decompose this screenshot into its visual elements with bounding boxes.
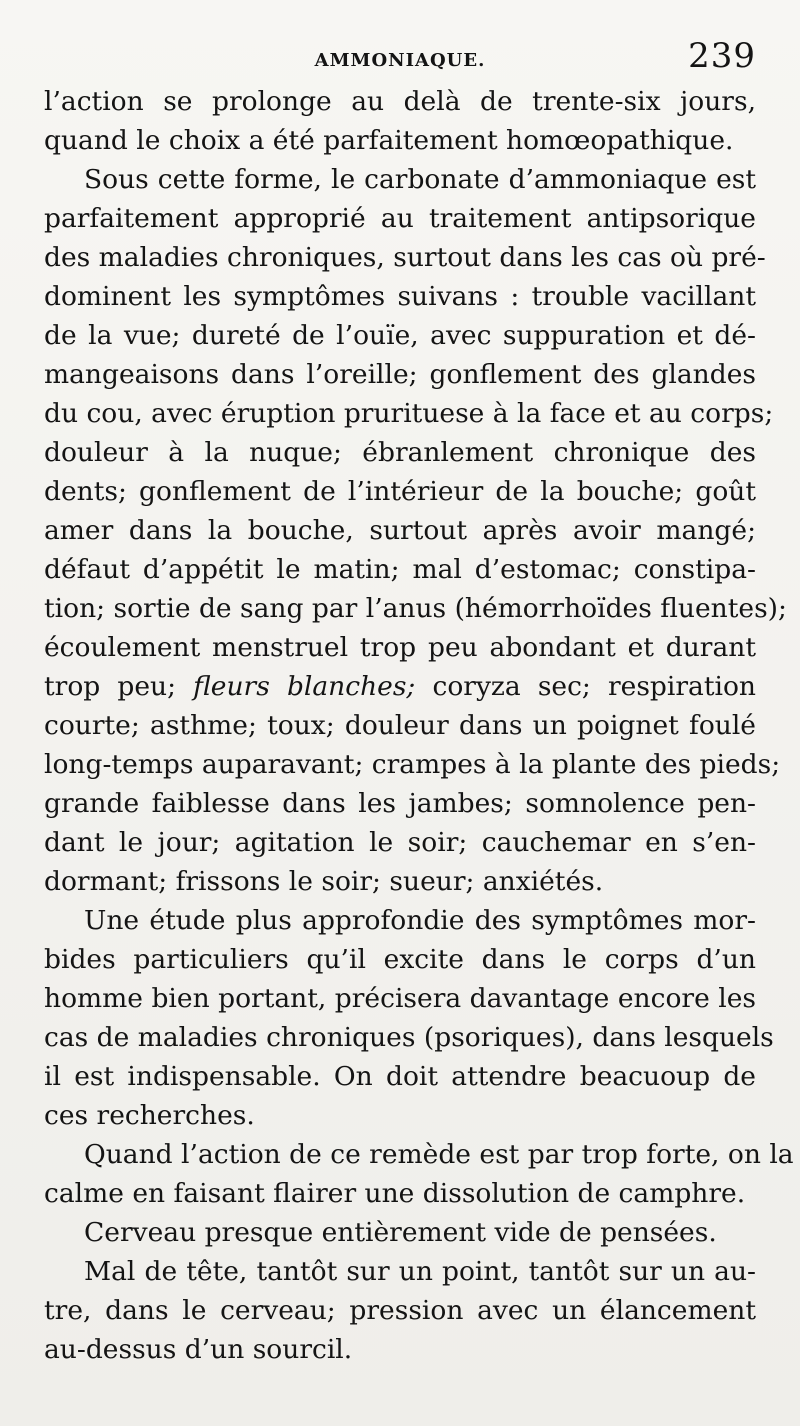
- running-head: [44, 0, 756, 82]
- text-line: Une étude plus approfondie des symptômes mor-: [84, 905, 756, 936]
- text-line: au-dessus d’un sourcil.: [44, 1334, 353, 1365]
- paragraph-study: [44, 901, 774, 1135]
- text-line: grande faiblesse dans les jambes; somnolence pen-: [44, 788, 756, 819]
- text-line: douleur à la nuque; ébranlement chronique des: [44, 437, 756, 468]
- text-line: tion; sortie de sang par l’anus (hémorrhoïdes fluentes);: [44, 593, 787, 624]
- text-line-mixed: [44, 667, 756, 706]
- text-line: amer dans la bouche, surtout après avoir mangé;: [44, 515, 756, 546]
- text-line: écoulement menstruel trop peu abondant et durant: [44, 632, 756, 663]
- text-line: ces recherches.: [44, 1100, 255, 1131]
- paragraph-symptoms: [44, 160, 787, 901]
- paragraph-continuation: [44, 82, 756, 160]
- text-line: il est indispensable. On doit attendre beacuoup de: [44, 1061, 756, 1092]
- text-line: long-temps auparavant; crampes à la plante des pieds;: [44, 749, 781, 780]
- page-number: 239: [688, 36, 756, 76]
- text-line: l’action se prolonge au delà de trente-six jours,: [44, 86, 756, 117]
- paragraph-cerveau: [44, 1213, 756, 1252]
- text-line: parfaitement approprié au traitement antipsorique: [44, 203, 756, 234]
- body-text: [44, 82, 794, 1369]
- text-line: dominent les symptômes suivans : trouble vacillant: [44, 281, 756, 312]
- text-line: des maladies chroniques, surtout dans les cas où pré-: [44, 242, 766, 273]
- text-line: dormant; frissons le soir; sueur; anxiétés.: [44, 866, 604, 897]
- text-line: homme bien portant, précisera davantage encore les: [44, 983, 756, 1014]
- text-line: courte; asthme; toux; douleur dans un poignet foulé: [44, 710, 756, 741]
- text-segment: trop peu;: [44, 671, 194, 702]
- text-line: du cou, avec éruption prurituese à la face et au corps;: [44, 398, 774, 429]
- text-line: dents; gonflement de l’intérieur de la bouche; goût: [44, 476, 756, 507]
- text-line: tre, dans le cerveau; pression avec un élancement: [44, 1295, 756, 1326]
- text-line: Mal de tête, tantôt sur un point, tantôt sur un au-: [84, 1256, 756, 1287]
- text-line: cas de maladies chroniques (psoriques), dans lesquels: [44, 1022, 774, 1053]
- running-head-title: AMMONIAQUE.: [314, 50, 486, 71]
- text-segment: coryza sec; respiration: [415, 671, 756, 702]
- text-line: calme en faisant flairer une dissolution de camphre.: [44, 1178, 746, 1209]
- text-line: défaut d’appétit le matin; mal d’estomac; constipa-: [44, 554, 756, 585]
- text-line: Cerveau presque entièrement vide de pensées.: [84, 1217, 717, 1248]
- text-line: quand le choix a été parfaitement homœopathique.: [44, 125, 734, 156]
- text-line: Quand l’action de ce remède est par trop forte, on la: [84, 1139, 794, 1170]
- text-line: de la vue; dureté de l’ouïe, avec suppuration et dé-: [44, 320, 756, 351]
- text-line: bides particuliers qu’il excite dans le corps d’un: [44, 944, 756, 975]
- text-line: Sous cette forme, le carbonate d’ammoniaque est: [84, 164, 756, 195]
- paragraph-headache: [44, 1252, 756, 1369]
- italic-text: fleurs blanches;: [193, 671, 416, 702]
- text-line: mangeaisons dans l’oreille; gonflement des glandes: [44, 359, 756, 390]
- paragraph-camphor: [44, 1135, 794, 1213]
- text-line: dant le jour; agitation le soir; cauchemar en s’en-: [44, 827, 756, 858]
